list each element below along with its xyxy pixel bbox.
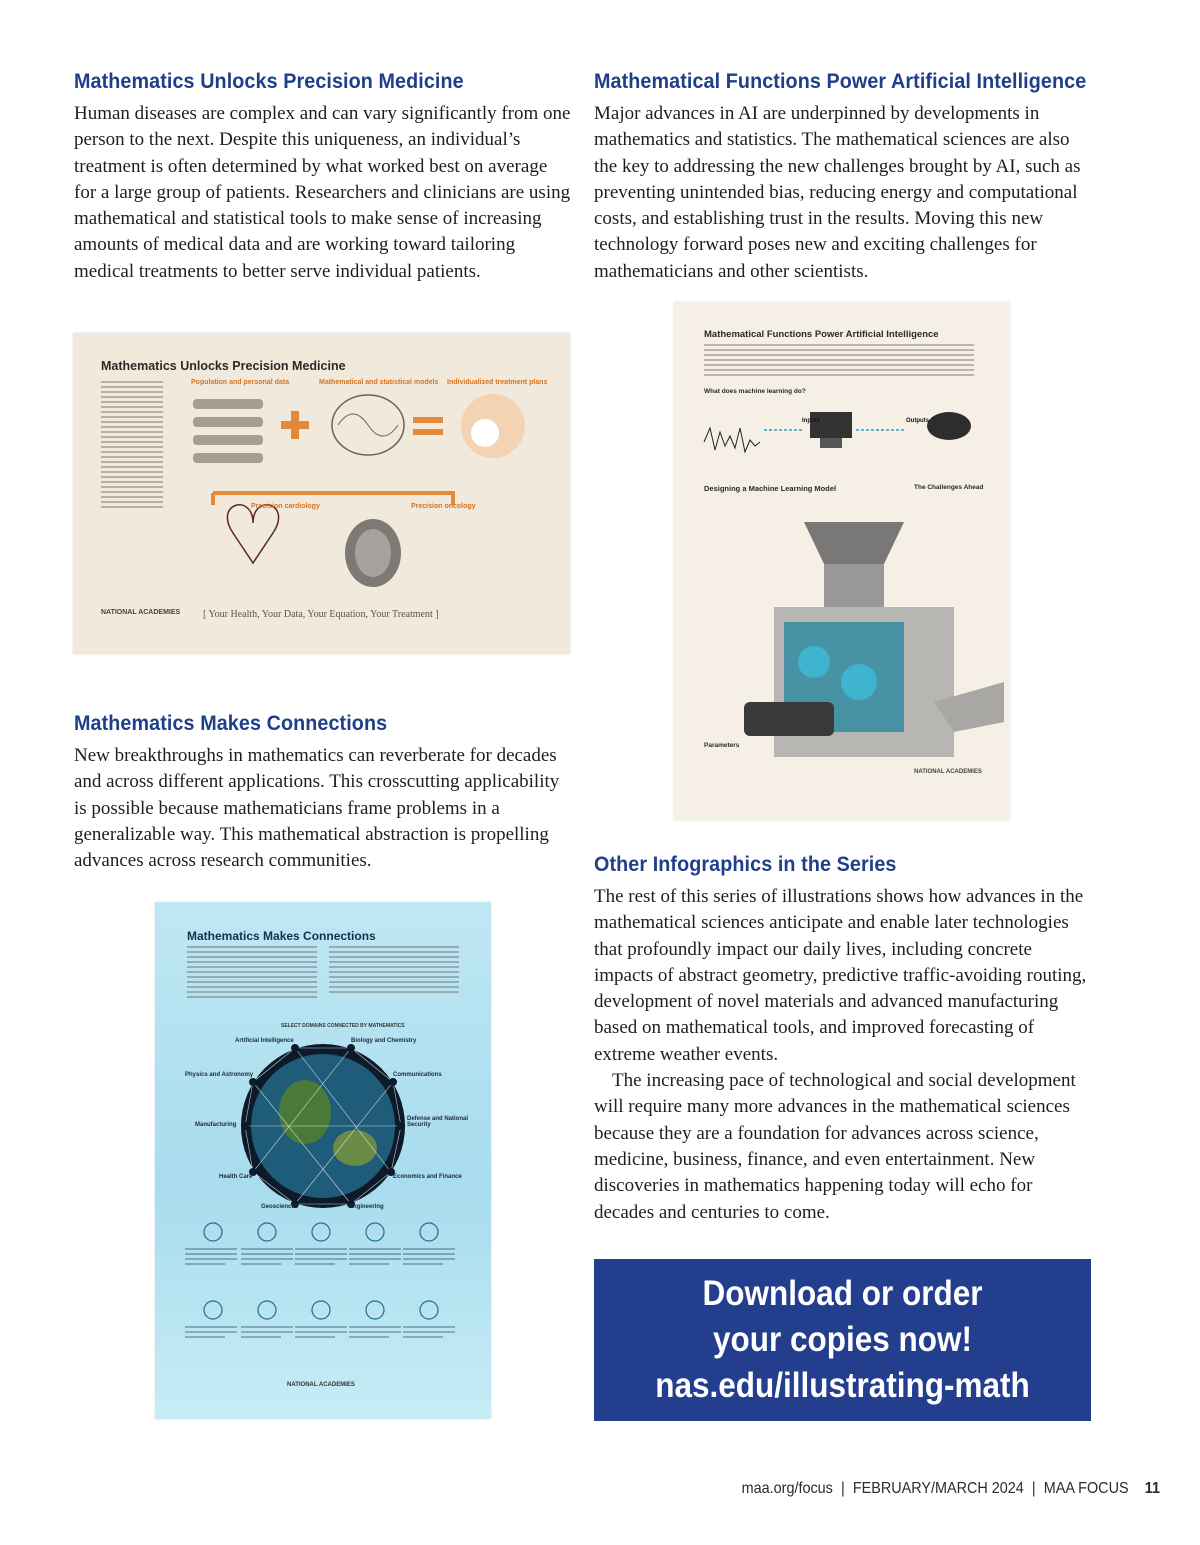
mc-domain-biology: Biology and Chemistry [351,1038,417,1044]
pm-label-models: Mathematical and statistical models [319,379,439,386]
mc-domain-manufacturing: Manufacturing [195,1122,237,1128]
mc-domain-communications: Communications [393,1072,442,1078]
mc-title: Mathematics Makes Connections [187,929,376,943]
mc-domain-engineering: Engineering [349,1204,384,1210]
left-column [74,70,572,285]
pm-title: Mathematics Unlocks Precision Medicine [101,359,346,373]
precision-heading: Mathematics Unlocks Precision Medicine [74,70,464,93]
pm-tagline: [ Your Health, Your Data, Your Equation, Your Treatment ] [203,609,439,620]
mc-domain-health: Health Care [219,1174,253,1180]
series-section [594,853,1090,1226]
footer-issue: FEBRUARY/MARCH 2024 [852,1480,1024,1497]
precision-body: Human diseases are complex and can vary significantly from one person to the next. Despite this uniqueness, an individual’s treatment is often determined by what worked best on average for a large group of patients. Researchers and clinicians are using mathematical and statistical tools to make sense of increasing amounts of medical data and are working toward tailoring medical treatments to better serve individual patients. [74,103,571,282]
mc-center-label: SELECT DOMAINS CONNECTED BY MATHEMATICS [281,1023,405,1029]
ai-infographic [674,302,1010,820]
ai-title: Mathematical Functions Power Artificial Intelligence [704,329,939,340]
ai-label-inputs-top: Inputs [802,418,820,424]
download-order-banner[interactable] [594,1259,1091,1421]
ai-body: Major advances in AI are underpinned by developments in mathematics and statistics. The mathematical sciences are also the key to addressing the new challenges brought by AI, such as preventing unintended bias, reducing energy and computational costs, and establishing trust in the results. Moving this new technology forward poses new and exciting challenges for mathematicians and other scientists. [594,103,1081,282]
ai-label-what: What does machine learning do? [704,388,806,395]
mc-domain-defense: Defense and National Security [407,1116,469,1128]
ai-label-outputs-top: Outputs [906,418,929,424]
footer-publication: MAA FOCUS [1043,1480,1129,1497]
cta-line-2: your copies now! [712,1320,973,1359]
mc-globe-network [155,902,491,1419]
connections-body: New breakthroughs in mathematics can reverberate for decades and across different applications. This crosscutting applicability is possible because mathematicians frame problems in a generalizable way. This mathematical abstraction is propelling advances across research communities. [74,745,560,872]
mc-domain-ai: Artificial Intelligence [235,1038,294,1044]
mc-domain-geosciences: Geosciences [261,1204,299,1210]
page-number: 11 [1144,1480,1160,1497]
pm-illustration [73,333,570,654]
series-heading: Other Infographics in the Series [594,853,897,876]
connections-infographic [155,902,491,1419]
mc-logo: NATIONAL ACADEMIES [287,1382,355,1388]
mc-domain-physics: Physics and Astronomy [185,1072,254,1078]
mc-domain-economics: Economics and Finance [393,1174,462,1180]
cta-url-link[interactable]: nas.edu/illustrating-math [655,1366,1030,1405]
ai-label-challenges: The Challenges Ahead [914,484,984,491]
series-paragraph-1: The rest of this series of illustrations shows how advances in the mathematical sciences anticipate and enable later technologies that profoundly impact our daily lives, including concrete impacts of abstract geometry, predictive traffic-avoiding routing, development of novel materials and advanced manufacturing based on mathematical tools, and improved forecasting of extreme weather events. [594,886,1087,1065]
pm-logo: NATIONAL ACADEMIES [101,609,181,616]
pm-label-cardiology: Precision cardiology [251,503,320,510]
page-footer: maa.org/focus | FEBRUARY/MARCH 2024 | MAA FOCUS 11 [741,1480,1160,1497]
connections-heading: Mathematics Makes Connections [74,712,388,735]
ai-label-parameters: Parameters [704,742,740,749]
pm-label-data: Population and personal data [191,379,290,386]
ai-label-designing: Designing a Machine Learning Model [704,484,837,493]
pm-label-oncology: Precision oncology [411,503,476,510]
cta-line-1: Download or order [702,1274,983,1313]
footer-site-link[interactable]: maa.org/focus [741,1480,833,1497]
ai-logo: NATIONAL ACADEMIES [914,769,982,775]
pm-label-plans: Individualized treatment plans [447,379,548,386]
right-column [594,70,1090,285]
ai-heading: Mathematical Functions Power Artificial Intelligence [594,70,1087,93]
connections-section [74,712,572,874]
precision-medicine-infographic [73,333,570,654]
series-paragraph-2: The increasing pace of technological and social development will require many more advances in the mathematical sciences because they are a foundation for advances across science, medicine, business, finance, and even entertainment. New discoveries in mathematics happening today will echo for decades and centuries to come. [594,1070,1076,1223]
